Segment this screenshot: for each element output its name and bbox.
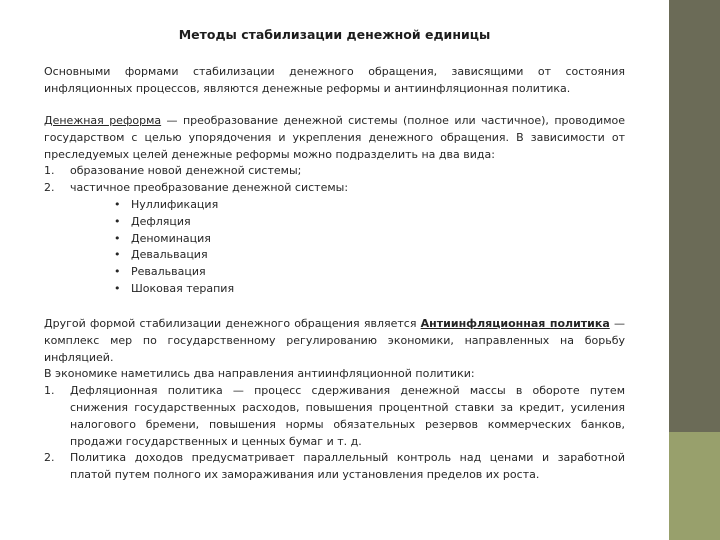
item-text-line: Дефляционная политика — процесс сдерживания денежной массы в обороте путем xyxy=(70,384,625,398)
anti-line-3: инфляцией. xyxy=(44,350,114,364)
item-text-line: Политика доходов предусматривает параллельный контроль над ценами и заработной xyxy=(70,451,625,465)
intro-line-1: Основными формами стабилизации денежного обращения, зависящими от состояния xyxy=(44,65,625,78)
anti-line-4: В экономике наметились два направления антиинфляционной политики: xyxy=(44,367,475,381)
anti-item-1 xyxy=(44,383,625,450)
item-text-line: платой путем полного их замораживания или установления пределов их роста. xyxy=(70,468,540,482)
reform-term: Денежная реформа xyxy=(44,114,162,127)
bullet-item: • Деноминация xyxy=(44,231,625,248)
anti-inflation-section xyxy=(44,316,625,484)
anti-item-2 xyxy=(44,450,625,484)
bullet-item: • Нуллификация xyxy=(44,197,625,214)
intro-paragraph xyxy=(44,64,625,98)
reform-section xyxy=(44,113,625,298)
anti-line-1-start: Другой формой стабилизации денежного обращения является xyxy=(44,317,421,330)
bullet-item: • Девальвация xyxy=(44,247,625,264)
reform-definition: — преобразование денежной системы (полное или частичное), проводимое xyxy=(161,114,625,127)
reform-line-2: государством с целью упорядочения и укрепления денежного обращения. В зависимости от xyxy=(44,130,625,144)
slide xyxy=(33,0,636,540)
reform-bullet-list xyxy=(44,197,625,298)
item-number: 1. xyxy=(44,384,55,398)
bullet-item: • Дефляция xyxy=(44,214,625,231)
anti-line-1 xyxy=(44,316,625,333)
decorative-sidebar-top xyxy=(669,0,720,432)
item-number: 2. xyxy=(44,181,55,195)
anti-term: Антиинфляционная политика xyxy=(420,317,610,330)
reform-type-item xyxy=(44,163,625,180)
item-text-line: налогового бремени, повышения нормы обязательных резервов коммерческих банков, xyxy=(70,417,625,431)
item-number: 1. xyxy=(44,164,55,178)
intro-line-2: инфляционных процессов, являются денежные реформы и антиинфляционная политика. xyxy=(44,81,571,95)
reform-type-item xyxy=(44,180,625,197)
anti-line-1-end: — xyxy=(609,317,625,330)
page-title: Методы стабилизации денежной единицы xyxy=(178,27,491,42)
item-text-line: продажи государственных и ценных бумаг и т. д. xyxy=(70,434,362,448)
decorative-sidebar-bottom xyxy=(669,432,720,540)
bullet-item: • Шоковая терапия xyxy=(44,281,625,298)
item-text-line: снижения государственных расходов, повышения процентной ставки за кредит, усиления xyxy=(70,400,625,414)
item-text: образование новой денежной системы; xyxy=(70,164,302,178)
item-number: 2. xyxy=(44,451,55,465)
item-text: частичное преобразование денежной системы: xyxy=(70,181,349,195)
bullet-item: • Ревальвация xyxy=(44,264,625,281)
anti-line-2: комплекс мер по государственному регулированию экономики, направленных на борьбу xyxy=(44,333,625,347)
reform-line-3: преследуемых целей денежные реформы можно подразделить на два вида: xyxy=(44,147,495,161)
reform-line-1 xyxy=(44,113,625,130)
